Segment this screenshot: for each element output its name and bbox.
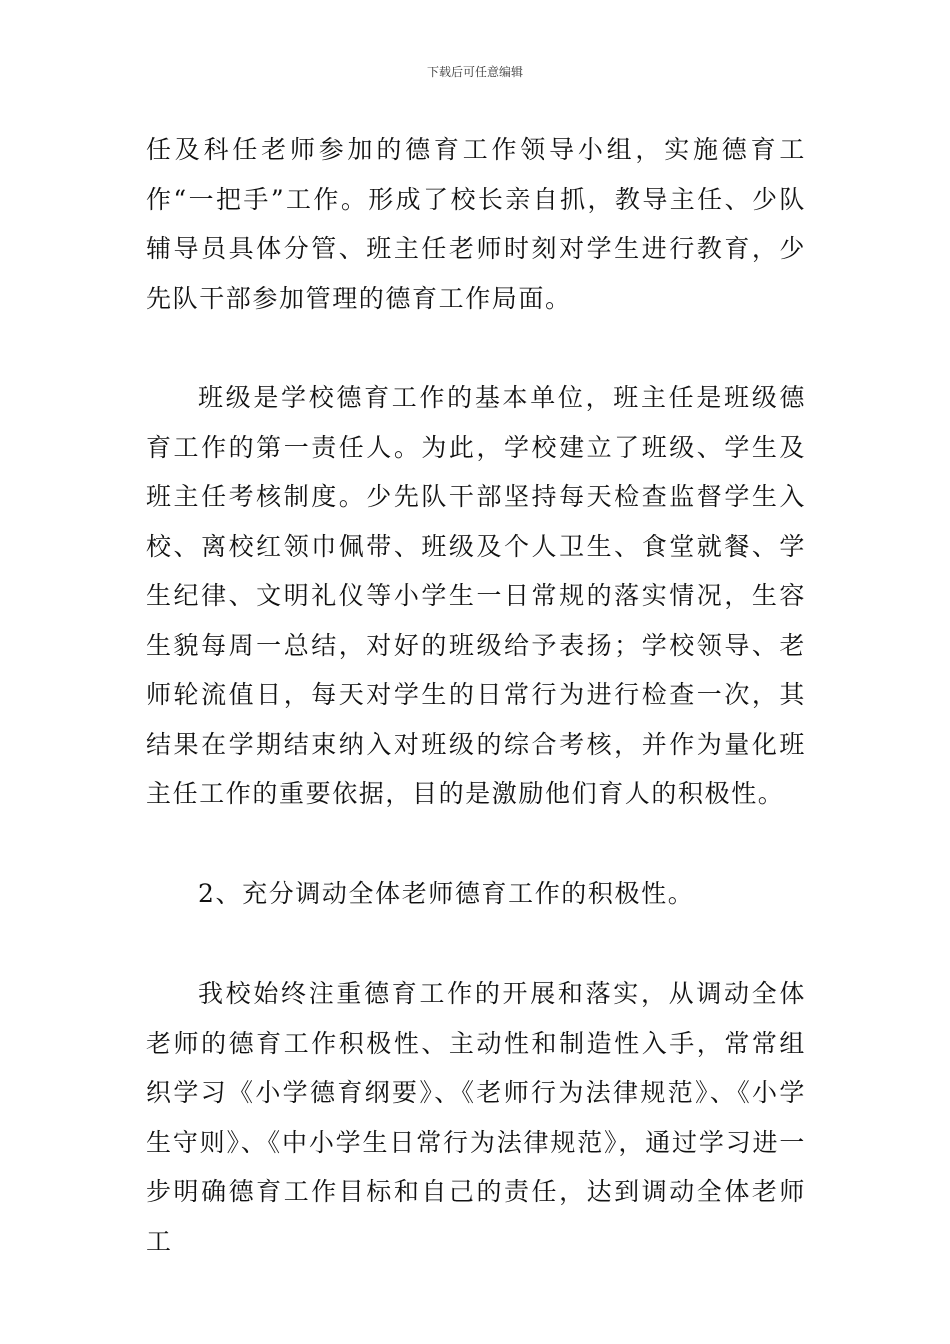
paragraph-teacher-study: 我校始终注重德育工作的开展和落实，从调动全体老师的德育工作积极性、主动性和制造性入手，常常组织学习《小学德育纲要》、《老师行为法律规范》、《小学生守则》、《中小学生日常行为法律规范》，通过学习进一步明确德育工作目标和自己的责任，达到调动全体老师工	[146, 979, 806, 1256]
paragraph-class-assessment: 班级是学校德育工作的基本单位，班主任是班级德育工作的第一责任人。为此，学校建立了班级、学生及班主任考核制度。少先队干部坚持每天检查监督学生入校、离校红领巾佩带、班级及个人卫生、食堂就餐、学生纪律、文明礼仪等小学生一日常规的落实情况，生容生貌每周一总结，对好的班级给予表扬；学校领导、老师轮流值日，每天对学生的日常行为进行检查一次，其结果在学期结束纳入对班级的综合考核，并作为量化班主任工作的重要依据，目的是激励他们育人的积极性。	[146, 383, 806, 808]
paragraph-leadership-group: 任及科任老师参加的德育工作领导小组，实施德育工作“一把手”工作。形成了校长亲自抓，教导主任、少队辅导员具体分管、班主任老师时刻对学生进行教育，少先队干部参加管理的德育工作局面。	[146, 135, 806, 313]
section-heading-teacher-motivation: 2、充分调动全体老师德育工作的积极性。	[198, 879, 695, 908]
page-header-note: 下载后可任意编辑	[426, 65, 523, 79]
